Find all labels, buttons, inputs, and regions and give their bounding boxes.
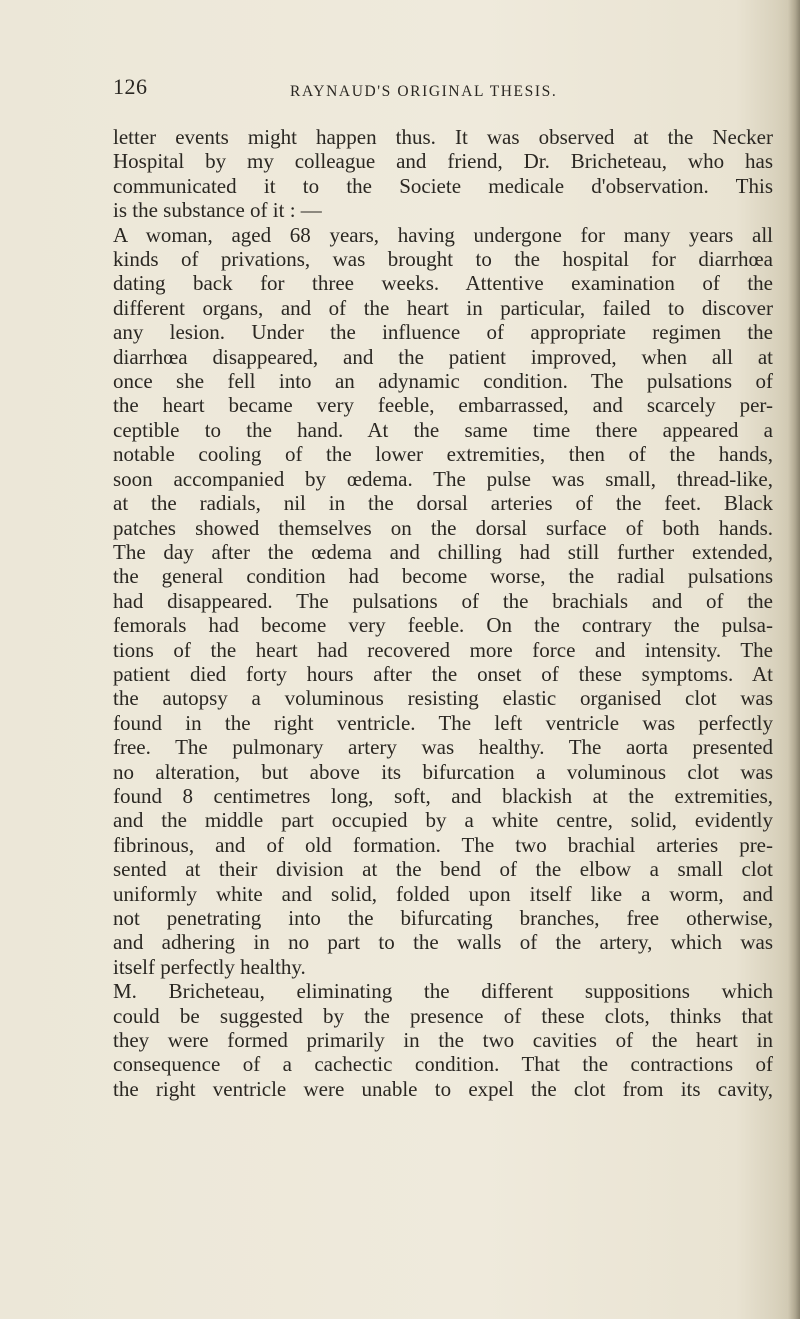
text-line: the autopsy a voluminous resisting elastic organised clot was [113, 686, 773, 711]
text-line: the general condition had become worse, the radial pulsations [113, 564, 773, 589]
text-line: once she fell into an adynamic condition. The pulsations of [113, 369, 773, 394]
text-line: femorals had become very feeble. On the contrary the pulsa- [113, 613, 773, 638]
text-line: itself perfectly healthy. [113, 954, 306, 979]
text-line: they were formed primarily in the two cavities of the heart in [113, 1028, 773, 1053]
running-head: RAYNAUD'S ORIGINAL THESIS. [290, 83, 558, 100]
text-line: uniformly white and solid, folded upon itself like a worm, and [113, 881, 773, 906]
body-text [113, 125, 773, 1101]
text-line: found 8 centimetres long, soft, and blackish at the extremities, [113, 783, 773, 808]
text-line: notable cooling of the lower extremities, then of the hands, [113, 442, 773, 467]
text-line: ceptible to the hand. At the same time there appeared a [113, 417, 773, 442]
text-line: had disappeared. The pulsations of the brachials and of the [113, 588, 773, 613]
text-line: A woman, aged 68 years, having undergone for many years all [113, 222, 773, 247]
text-line: letter events might happen thus. It was observed at the Necker [113, 125, 773, 149]
text-line: any lesion. Under the influence of appropriate regimen the [113, 320, 773, 345]
text-line: communicated it to the Societe medicale d'observation. This [113, 173, 773, 198]
text-line: kinds of privations, was brought to the hospital for diarrhœa [113, 247, 773, 272]
text-line: found in the right ventricle. The left ventricle was perfectly [113, 710, 773, 735]
text-line: soon accompanied by œdema. The pulse was small, thread-like, [113, 466, 773, 491]
text-line: and the middle part occupied by a white centre, solid, evidently [113, 808, 773, 833]
text-line: The day after the œdema and chilling had still further extended, [113, 539, 773, 564]
text-line: tions of the heart had recovered more force and intensity. The [113, 637, 773, 662]
text-line: not penetrating into the bifurcating branches, free otherwise, [113, 906, 773, 930]
text-line: at the radials, nil in the dorsal arteries of the feet. Black [113, 491, 773, 516]
text-line: diarrhœa disappeared, and the patient improved, when all at [113, 344, 773, 369]
text-line: different organs, and of the heart in particular, failed to discover [113, 295, 773, 320]
text-line: the right ventricle were unable to expel the clot from its cavity, [113, 1076, 773, 1101]
text-line: free. The pulmonary artery was healthy. The aorta presented [113, 735, 773, 760]
text-line: is the substance of it : — [113, 198, 322, 223]
text-line: Hospital by my colleague and friend, Dr. Bricheteau, who has [113, 149, 773, 174]
text-line: no alteration, but above its bifurcation a voluminous clot was [113, 759, 773, 784]
text-line: and adhering in no part to the walls of the artery, which was [113, 930, 773, 955]
text-line: M. Bricheteau, eliminating the different suppositions which [113, 979, 773, 1004]
text-line: consequence of a cachectic condition. That the contractions of [113, 1052, 773, 1077]
text-line: the heart became very feeble, embarrassed, and scarcely per- [113, 393, 773, 418]
text-line: could be suggested by the presence of these clots, thinks that [113, 1003, 773, 1028]
page-edge-shadow [788, 0, 800, 1319]
text-line: patient died forty hours after the onset of these symptoms. At [113, 661, 773, 686]
text-line: dating back for three weeks. Attentive examination of the [113, 271, 773, 296]
page-number: 126 [113, 74, 148, 99]
text-line: patches showed themselves on the dorsal surface of both hands. [113, 515, 773, 540]
text-line: fibrinous, and of old formation. The two brachial arteries pre- [113, 832, 773, 857]
text-line: sented at their division at the bend of the elbow a small clot [113, 857, 773, 882]
